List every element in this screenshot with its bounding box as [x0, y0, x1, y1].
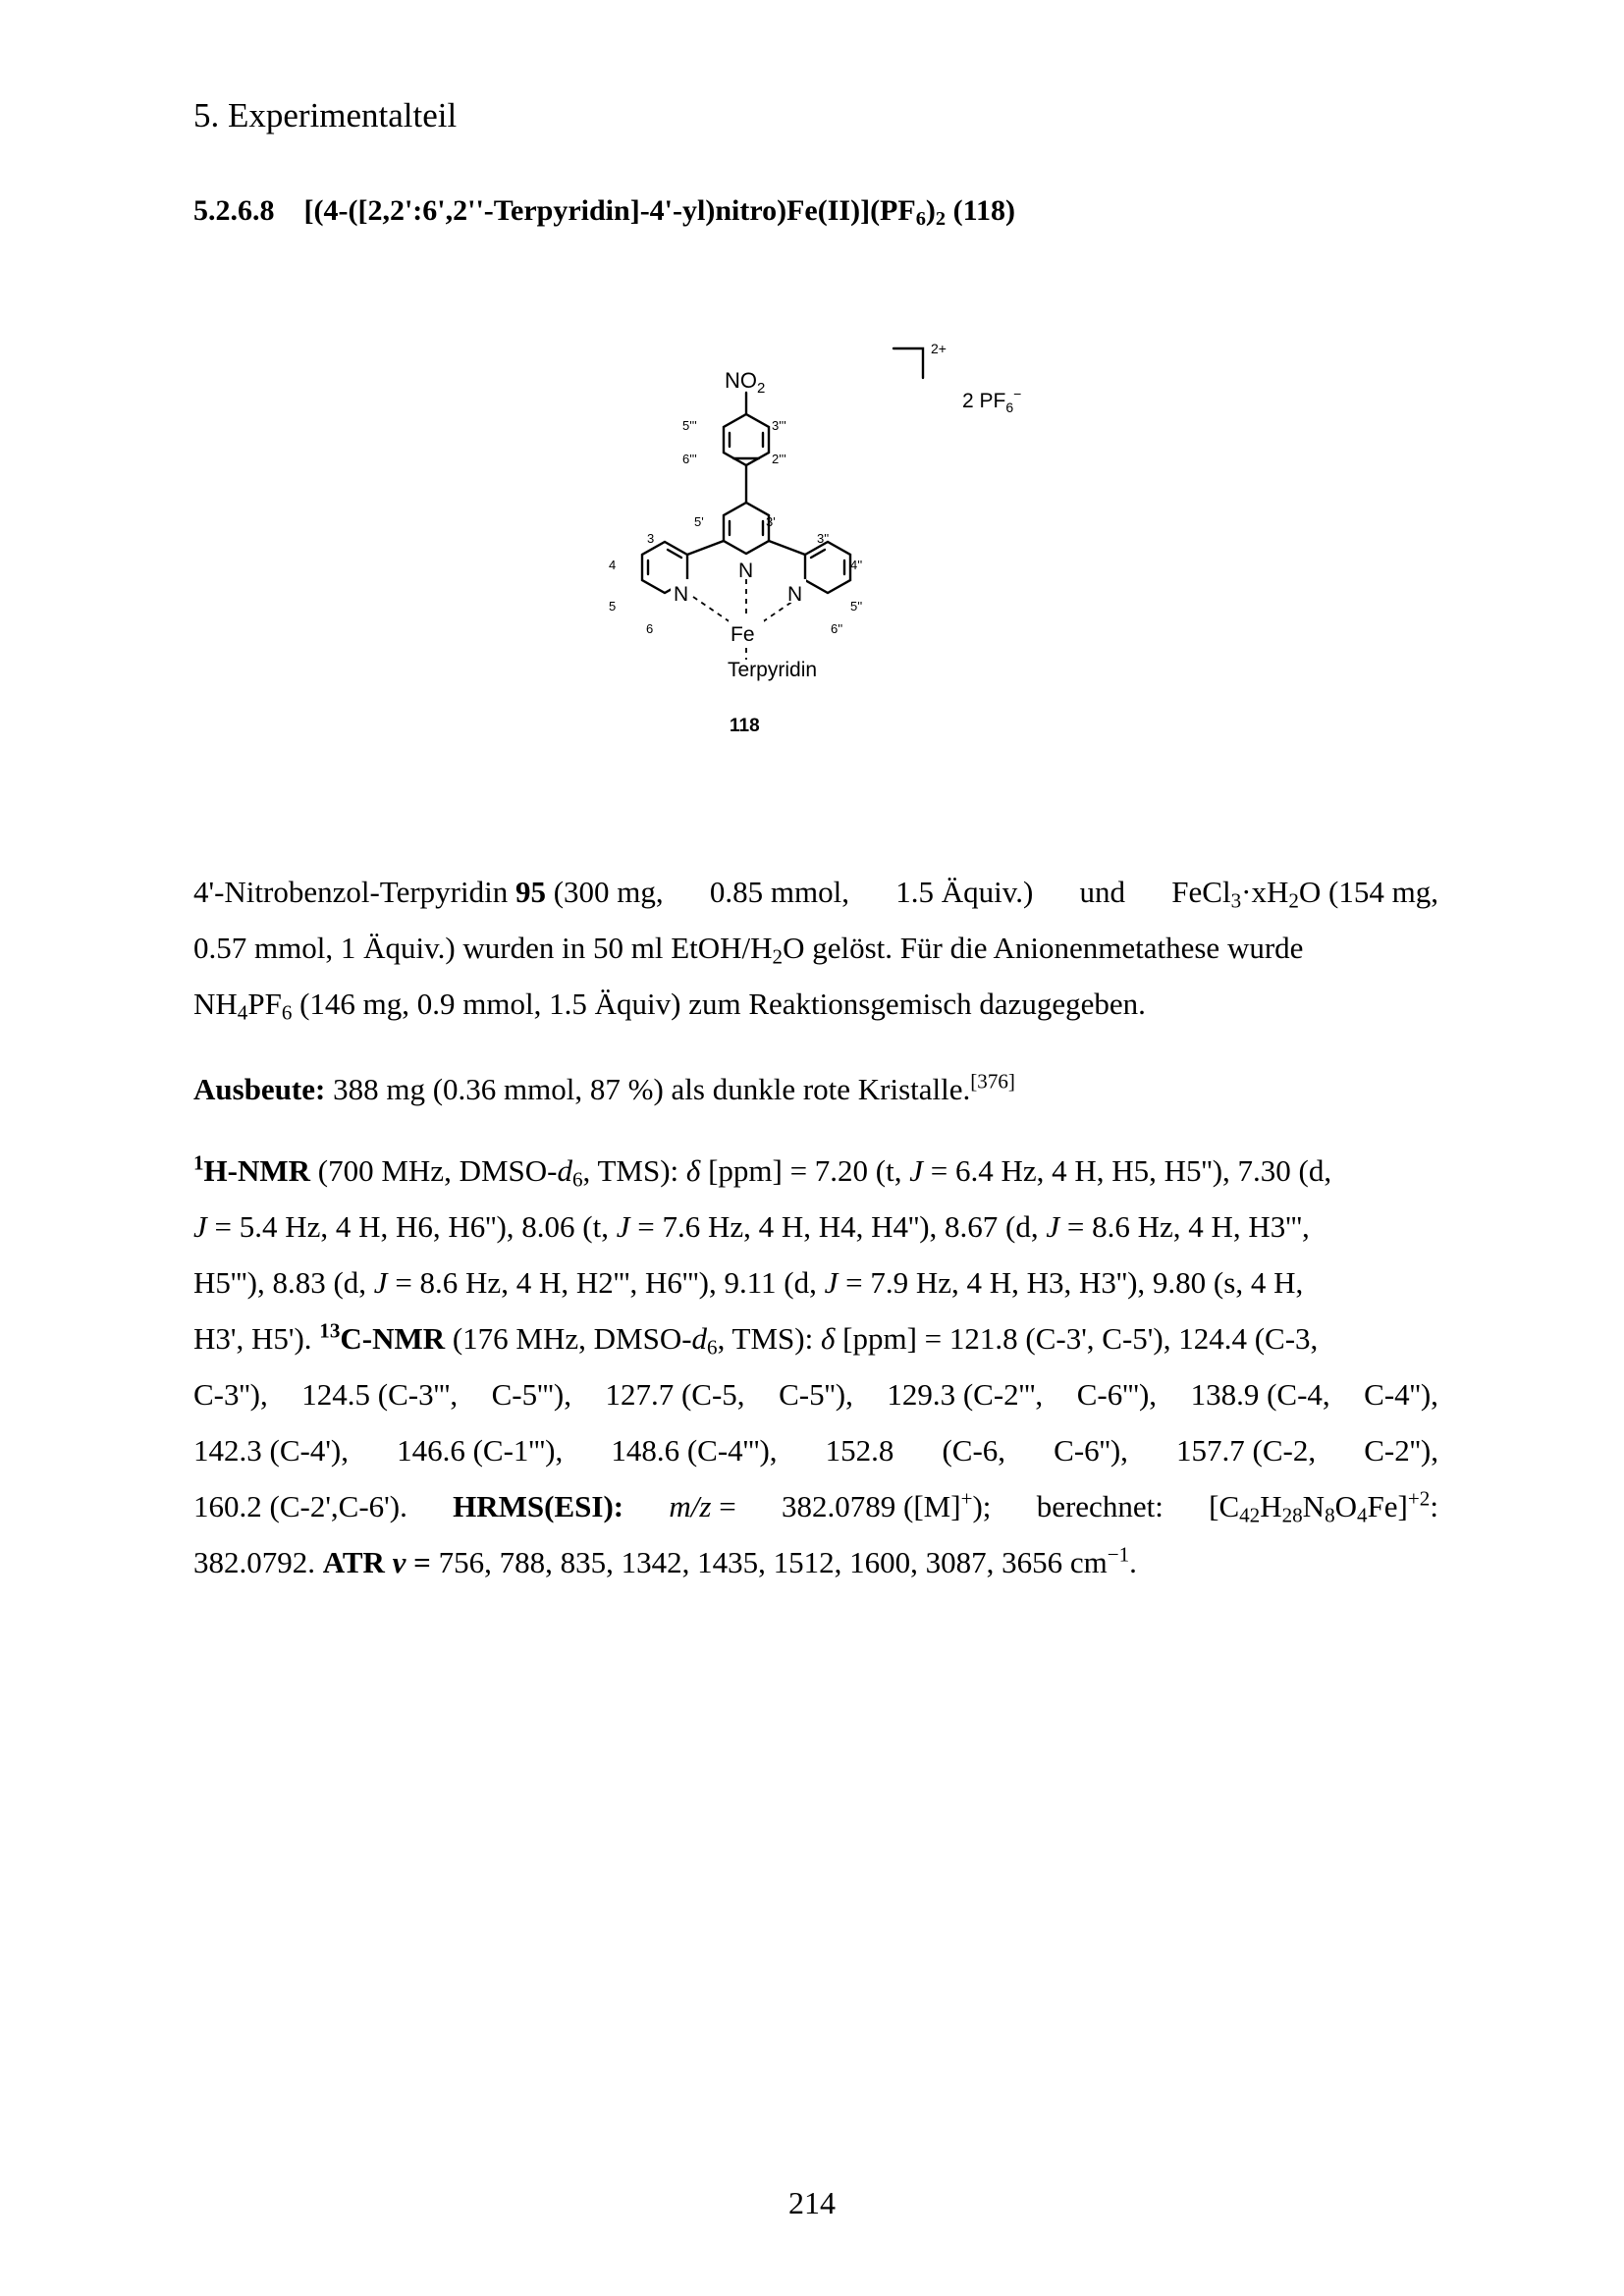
- text: 157.7 (C-2,: [1176, 1433, 1317, 1468]
- text: (146 mg, 0.9 mmol, 1.5 Äquiv) zum Reaktionsgemisch dazugegeben.: [292, 987, 1146, 1021]
- text: 138.9 (C-4,: [1190, 1377, 1330, 1412]
- text: O (154 mg,: [1298, 875, 1438, 909]
- procedure-line: [193, 864, 1438, 920]
- text: (700 MHz, DMSO-: [310, 1153, 558, 1188]
- text: 148.6 (C-4'''),: [611, 1433, 778, 1468]
- text: m/z: [669, 1489, 712, 1523]
- text: J: [1046, 1209, 1060, 1244]
- subscript: 28: [1281, 1503, 1303, 1527]
- text: );: [972, 1489, 992, 1523]
- text: C-5''),: [779, 1377, 853, 1412]
- procedure-line: [193, 976, 1438, 1032]
- procedure-line: [193, 920, 1438, 976]
- superscript: +2: [1407, 1486, 1431, 1511]
- section-title-part: ): [925, 194, 936, 227]
- procedure-text: [193, 864, 664, 920]
- text: H: [1260, 1489, 1282, 1523]
- text: 1.5 Äquiv.): [895, 875, 1034, 909]
- label-p6: 6''': [682, 452, 697, 466]
- text: :: [1430, 1489, 1438, 1523]
- text: C-3''),: [193, 1377, 268, 1412]
- chemical-structure: [0, 0, 1624, 766]
- atom-n-right: N: [787, 583, 803, 606]
- text: [ppm] = 121.8 (C-3', C-5'), 124.4 (C-3,: [835, 1321, 1319, 1356]
- text: H5'''), 8.83 (d,: [193, 1265, 374, 1300]
- label-p5: 5''': [682, 418, 697, 433]
- page-number: 214: [788, 2185, 836, 2220]
- text: 152.8: [825, 1433, 894, 1468]
- text: =: [711, 1489, 736, 1523]
- subscript: 6: [707, 1335, 718, 1360]
- section-title: [(4-([2,2':6',2''-Terpyridin]-4'-yl)nitro)Fe(II)](PF: [303, 194, 916, 227]
- text: H3', H5').: [193, 1321, 320, 1356]
- text: 0.85 mmol,: [709, 875, 849, 909]
- citation: [376]: [970, 1069, 1015, 1094]
- reagent-formula: [1171, 864, 1438, 920]
- subscript: 42: [1239, 1503, 1261, 1527]
- text: [C: [1209, 1489, 1240, 1523]
- text: , TMS):: [582, 1153, 686, 1188]
- text: und: [1079, 875, 1126, 909]
- text: 382.0789 ([M]: [782, 1489, 961, 1523]
- label-r6: 6'': [831, 621, 843, 636]
- text: O gelöst. Für die Anionenmetathese wurde: [783, 931, 1304, 965]
- label-l4: 4: [609, 558, 617, 572]
- atom-n-center: N: [738, 560, 754, 582]
- text: C-6''),: [1054, 1433, 1128, 1468]
- text: 756, 788, 835, 1342, 1435, 1512, 1600, 3087, 3656 cm: [430, 1545, 1108, 1579]
- nmr-line: [193, 1422, 1438, 1478]
- text: = 8.6 Hz, 4 H, H2''', H6'''), 9.11 (d,: [387, 1265, 825, 1300]
- text: FeCl: [1171, 875, 1231, 909]
- text: N: [1302, 1489, 1326, 1523]
- yield-text: 388 mg (0.36 mmol, 87 %) als dunkle rote Kristalle.: [325, 1072, 971, 1106]
- subscript: 2: [772, 944, 784, 969]
- section-title-sub2: 2: [935, 208, 947, 231]
- text: 142.3 (C-4'),: [193, 1433, 349, 1468]
- text: .: [1129, 1545, 1137, 1579]
- hrms-label: HRMS(ESI):: [453, 1489, 624, 1523]
- label-c3p: 3': [766, 514, 776, 529]
- text: d: [557, 1153, 572, 1188]
- text: =: [406, 1545, 431, 1579]
- label-p2: 2''': [772, 452, 786, 466]
- text: = 5.4 Hz, 4 H, H6, H6''), 8.06 (t,: [206, 1209, 617, 1244]
- subscript: 6: [571, 1167, 583, 1192]
- h-nmr-label: H-NMR: [203, 1153, 311, 1188]
- text: [ppm] = 7.20 (t,: [700, 1153, 910, 1188]
- text: NH: [193, 987, 238, 1021]
- yield-line: [193, 1061, 1438, 1117]
- text: J: [373, 1265, 388, 1300]
- text: (300 mg,: [545, 875, 664, 909]
- terpyridin-label: Terpyridin: [728, 659, 818, 681]
- text: 382.0792.: [193, 1545, 323, 1579]
- text: berechnet:: [1036, 1489, 1164, 1523]
- subscript: 8: [1325, 1503, 1335, 1527]
- text: J: [616, 1209, 630, 1244]
- text: d: [691, 1321, 708, 1356]
- atom-n-left: N: [674, 583, 689, 606]
- text: J: [909, 1153, 924, 1188]
- analytics-paragraph: [193, 1143, 1438, 1590]
- text: δ: [685, 1153, 701, 1188]
- compound-number: 118: [730, 716, 760, 736]
- text: J: [193, 1209, 207, 1244]
- text: 0.57 mmol, 1 Äquiv.) wurden in 50 ml EtOH/H: [193, 931, 773, 965]
- text: ·xH: [1241, 875, 1289, 909]
- label-c5p: 5': [694, 514, 704, 529]
- text: (C-6,: [942, 1433, 1006, 1468]
- text: 4'-Nitrobenzol-Terpyridin: [193, 875, 515, 909]
- text: Fe]: [1367, 1489, 1408, 1523]
- nitro-group: $NO_2$: [725, 368, 766, 397]
- c-nmr-label: C-NMR: [340, 1321, 446, 1356]
- text: 146.6 (C-1'''),: [397, 1433, 564, 1468]
- text: C-2''),: [1364, 1433, 1438, 1468]
- label-r3: 3'': [817, 531, 830, 546]
- text: 160.2 (C-2',C-6').: [193, 1489, 407, 1523]
- nmr-line: [193, 1366, 1438, 1422]
- superscript: +: [960, 1486, 973, 1511]
- subscript: 6: [281, 1000, 293, 1025]
- atr-label: ATR: [322, 1545, 393, 1579]
- text: , TMS):: [717, 1321, 821, 1356]
- text: J: [824, 1265, 839, 1300]
- label-r4: 4'': [850, 558, 863, 572]
- text: = 7.6 Hz, 4 H, H4, H4''), 8.67 (d,: [629, 1209, 1047, 1244]
- section-number: 5.2.6.8: [193, 194, 275, 227]
- text: 127.7 (C-5,: [605, 1377, 745, 1412]
- text: (176 MHz, DMSO-: [445, 1321, 692, 1356]
- running-header: 5. Experimentalteil: [193, 96, 458, 134]
- superscript: 13: [319, 1318, 341, 1343]
- atr-line: [193, 1534, 1438, 1590]
- nmr-line: [193, 1143, 1438, 1199]
- superscript: 1: [193, 1150, 204, 1175]
- text: = 8.6 Hz, 4 H, H3''',: [1059, 1209, 1310, 1244]
- nmr-line: [193, 1255, 1438, 1310]
- nmr-line: [193, 1310, 1438, 1366]
- text: PF: [247, 987, 282, 1021]
- compound-ref: 95: [514, 875, 546, 909]
- section-title-sub: 6: [915, 208, 926, 231]
- nmr-line: [193, 1199, 1438, 1255]
- yield-label: Ausbeute:: [193, 1072, 326, 1106]
- text: δ: [820, 1321, 836, 1356]
- subscript: 4: [1357, 1503, 1368, 1527]
- counterion-label: 2 $PF_6^-$: [962, 386, 1022, 415]
- text: = 7.9 Hz, 4 H, H3, H3''), 9.80 (s, 4 H,: [838, 1265, 1304, 1300]
- label-l5: 5: [609, 599, 617, 614]
- charge-label: 2+: [931, 341, 947, 356]
- label-r5: 5'': [850, 599, 863, 614]
- procedure-paragraph: [193, 864, 1438, 1032]
- atom-fe: Fe: [731, 623, 755, 646]
- superscript: −1: [1107, 1542, 1130, 1567]
- text: = 6.4 Hz, 4 H, H5, H5''), 7.30 (d,: [923, 1153, 1332, 1188]
- text: C-4''),: [1364, 1377, 1438, 1412]
- hrms-line: [193, 1478, 1438, 1534]
- text: ν: [392, 1545, 406, 1579]
- subscript: 4: [237, 1000, 248, 1025]
- label-p3: 3''': [772, 418, 786, 433]
- label-l6: 6: [646, 621, 654, 636]
- text: C-5'''),: [491, 1377, 571, 1412]
- text: 124.5 (C-3''',: [301, 1377, 459, 1412]
- section-title-part2: (118): [946, 194, 1015, 227]
- text: 129.3 (C-2''',: [887, 1377, 1044, 1412]
- subscript: 2: [1288, 888, 1299, 913]
- text: O: [1334, 1489, 1357, 1523]
- label-l3: 3: [647, 531, 655, 546]
- text: C-6'''),: [1076, 1377, 1158, 1412]
- subscript: 3: [1230, 888, 1242, 913]
